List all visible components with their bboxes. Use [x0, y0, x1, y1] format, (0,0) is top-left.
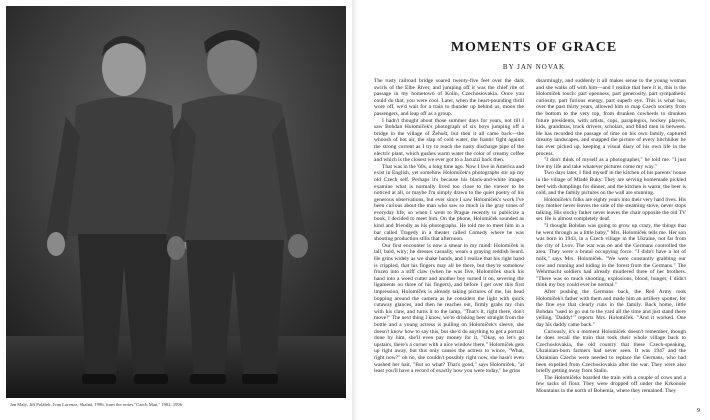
page-number: 9: [697, 408, 700, 414]
portrait-photograph: [6, 6, 346, 398]
paragraph: disarmingly, and suddenly it all makes sense to the young woman and she walks off with him—and I realize that here it is, this is the Holomíček touch: part openness, part generosity, part sympathetic curiosity, part furious energy, part superb eye. This is what has, over the past thirty years, allowed him to map Czech society from the bottom to the very top, from drunken cowherds to drunken future presidents, with artists, cops, paraplegics, hockey players, kids, grandmas, truck drivers, scholars, and blind men in between. He has recorded the passage of time on his own family, captured dreamy landscapes, and snapped the picture of every hitchhiker he has ever picked up, keeping a visual diary of his own life in the process.: [536, 78, 686, 157]
photo-page: [0, 0, 352, 420]
paragraph: The Holomíčeks boarded the train with a couple of cows and a few sacks of flour. They were dropped off under the Krkonoše Mountains in the north of Bohemia, where they remained. They: [536, 374, 686, 394]
paragraph: The rusty railroad bridge soared twenty-five feet over the dark swirls of the Elbe River, and jumping off it was the chief rite of passage in my hometown of Kolín, Czechoslovakia. Once you could do that, you were cool. Later, when the heart-pounding thrill wore off, we'd wait for a train to thunder up behind us, moon the passengers, and leap off as a group.: [374, 78, 524, 117]
paragraph: After pushing the Germans back, the Red Army took Holomíček's father with them and made him an artillery spotter, for the fine eye that clearly runs in the family. Back home, little Bohdan "used to go out to the yard all the time and just stand there yelling, 'Daddy!'" reports Mrs. Holomíček. "And it worked. One day his daddy came back.": [536, 289, 686, 328]
article-column-2: [536, 78, 686, 408]
paragraph: Two days later, I find myself in the kitchen of his parents' house in the village of Mladé Buky. They are serving homemade pickled beef with dumplings for dinner, and the kitchen is warm, the beer is cold, and the family pictures on the wall are stunning.: [536, 170, 686, 197]
paragraph: That was in the '60s, a long time ago. Now I live in America and exist in English, yet somehow Holomíček's photographs stir up my old Czech self. Perhaps it's because his black-and-white images examine what is normally lived too close to the viewer to be noticed at all, or maybe I'm simply drawn to the quiet poetry of his generous observations, but ever since I saw Holomíček's work I've been curious about the man who saw so much in the gray tones of everyday life; so when I went to Prague recently to publicize a book, I decided to meet him. On the phone, Holomíček sounded as kind and friendly as his photographs. He told me to meet him in a bar called Tragedy in a theater called Comedy where he was shooting production stills that afternoon.: [374, 163, 524, 243]
article-byline: BY JAN NOVAK: [502, 63, 566, 71]
article-column-1: [374, 78, 524, 408]
paragraph: Curiously, it's a moment Holomíček doesn't remember, though he does recall the train that took their whole village back to Czechoslovakia, the old country that these Czech-speaking, Ukrainian-born farmers had never seen. It was 1947 and the Ukrainian Czechs were needed to replace the Germans, who had been expelled from Czechoslovakia after the war. They were also briefly getting away from Stalin.: [536, 328, 686, 375]
paragraph: Holomíček's folks are eighty years into their very hard lives. His tiny mother never leaves the side of the steaming stove, never stops talking. His stocky father never leaves the chair opposite the old TV set. He is almost completely deaf.: [536, 196, 686, 223]
photo-caption: Jan Malý, Jiří Polášek, Ivan Lorenzz, Skalná, 1996, from the series "Czech Man," 1982–1996: [10, 402, 183, 407]
article-title: MOMENTS OF GRACE: [450, 40, 618, 55]
paragraph: "I thought Bohdan was going to grow up crazy, the things that he went through as a little baby," Mrs. Holomíček tells me. Her son was born in 1943, in a Czech village in the Ukraine, not far from the city of Lvov. The war was on and the Germans controlled the area. They were a brutal occupying force. "I didn't have a lot of milk," says Mrs. Holomíček. "We were constantly grabbing our cow and running and hiding in the forest from the Germans." The Wehrmacht soldiers had already murdered three of her brothers. "There was so much shooting, explosions, blood, hunger, I didn't think my boy could ever be normal.": [536, 223, 686, 289]
photo-illustration: [6, 6, 346, 398]
paragraph: I hadn't thought about those summer days for years, not till I saw Bohdan Holomíček's photograph of six boys jumping off a bridge in the village of Žehušt, but then it all came back—the whoosh of hot air, the slap of cold water, the frantic fight against the strong current as I try to reach the nasty discharge pipe of the electric plant, which gushes warm water the color of creamy coffee and which is the closest we ever got to a Jacuzzi back then.: [374, 117, 524, 164]
article-page: [358, 0, 710, 420]
paragraph: Our first encounter is now a smear in my mind: Holomíček is tall, bald, wiry; he dresses casually, wears a graying reddish beard. He grins widely as we shake hands, and I realize that his right hand is crippled, that his fingers may all be there, but they're somehow frozen into a stiff claw (when he was five, Holomíček stuck his hand into a weed cutter and another boy turned it on, severing the ligaments on three of his fingers), and before I get over this first impression, Holomíček is already taking pictures of me, his head bopping around the camera as he considers the light with quick cutaway glances, and then he reaches out, firmly grabs my chin with his claw, and turns it to the lamp, "That's it, right there, don't move!" The next thing I know, we're drinking beer straight from the bottle and a young actress is pulling on Holomíček's sleeve, she doesn't know how to say this, but she'd do anything to get a portrait done by him, she'll even pay money for it, "Okay, so let's go upstairs, there's a corner with a nice window there," Holomíček gets up right away, but this only causes the actress to wince, "What, right now?" oh no, she couldn't possibly right now, she hasn't even washed her hair, "But so what? That's good," says Holomíček, "at least you'll have a record of exactly how you were today," he grins: [374, 242, 524, 375]
paragraph: "I don't think of myself as a photographer," he told me. "I just live my life and take whatever pictures come my way.": [536, 157, 686, 170]
